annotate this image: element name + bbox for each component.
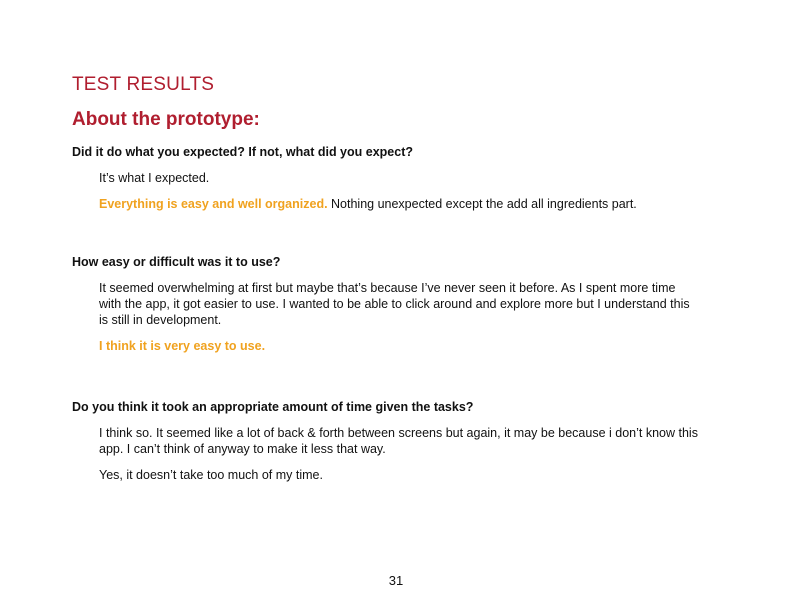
answer-text: It seemed overwhelming at first but maybe that’s because I’ve never seen it before. As I spent more time with the app, it got easier to use. I wanted to be able to click around and explore more but I understand this is still in development. [99, 281, 690, 327]
qa-block-3 [72, 399, 712, 493]
answer-3-1 [99, 425, 699, 457]
answer-3-2 [99, 467, 699, 483]
answer-text: It’s what I expected. [99, 171, 210, 185]
page-number: 31 [388, 573, 404, 588]
question-3: Do you think it took an appropriate amount of time given the tasks? [72, 400, 474, 414]
answer-highlight: I think it is very easy to use. [99, 339, 266, 353]
question-2: How easy or difficult was it to use? [72, 255, 281, 269]
subtitle: About the prototype: [72, 109, 260, 130]
answer-2-2 [99, 338, 699, 354]
qa-block-1 [72, 144, 712, 222]
qa-block-2 [72, 254, 712, 364]
answer-2-1 [99, 280, 699, 328]
answer-text: I think so. It seemed like a lot of back & forth between screens but again, it may be because i don’t know this app. I can’t think of anyway to make it less that way. [99, 426, 698, 456]
answer-1-2 [99, 196, 699, 212]
question-1: Did it do what you expected? If not, what did you expect? [72, 145, 413, 159]
answer-text: Yes, it doesn’t take too much of my time. [99, 468, 323, 482]
answer-1-1 [99, 170, 699, 186]
answer-text: Nothing unexpected except the add all ingredients part. [327, 197, 637, 211]
answer-highlight: Everything is easy and well organized. [99, 197, 328, 211]
section-title: TEST RESULTS [72, 74, 215, 95]
